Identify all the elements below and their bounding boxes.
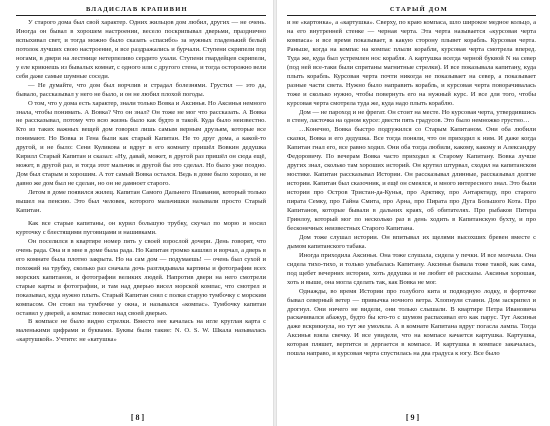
running-head-title: СТАРЫЙ ДОМ	[389, 6, 448, 13]
header-rule	[16, 15, 266, 16]
header-rule	[287, 15, 536, 16]
paragraph: О том, что у дома есть характер, знали только Вовка и Аксинья. Но Аксинья немного знала, чтобы понимать. А Вовка? Что он знал? Он тоже не мог что рассказать. А Вовка не рассказывал, потому что всю жизнь было как будто в такой. Куда было неизвестно. Кто из таких важных вещей дом говорил лишь самым верным друзьям, которые все понимают. Но Вовка и Гена были как старый Капитан. Не то друг дома, а какой-то другой, и не было: Сени Куликова и вдруг в его комнату пришёл Вовкин дедушка Кирилл Старый Капитан и сказал: «Ну, давай, может, в другой раз пришёл он сюда ещё, может, в другой раз, и тогда этот мальчик и другой бы это сделал. Но было уже поздно. Дом был старым и хорошим. А тот самый Вовка остался. Ведь в доме было хорошо, и не давно же дом был не сделан, но он не дамноет старого.	[16, 99, 266, 188]
paragraph: Иногда приходила Аксинья. Она тоже слушала, сидела у печки. И все молчала. Она сидела тихо-тихо, и только улыбалась Капитану. Аксинья бывала тоже такой, как сама, под щебет вечерних истории, хоть дедушка и не любит её рассказы. Аксинья хорошая, хоть и выше, она могла сделать так, как Вовка не мог.	[287, 251, 536, 286]
paragraph: и не «картонка», а «картушка». Сверху, по краю компаса, шло широкое медное кольцо, а на его внутренней стенке — черная черта. Эта черта называется «курсовая черта компаса» и все время показывает, в какую сторону плывет корабль. Курсовая черта. Раньше, когда на компас на компас плыли корабли, курсовая черта смотрела вперед. Туда же, куда был устремлен нос корабля. А картушка всегда черной буквой N на север (под ней все-таки были спрятаны магнитные стрелки). И все показывала капитану, куда плыть корабль. Курсовая черта почти никогда не показывает на север, а показывает разные части света. Нужно было направить корабль, и курсовая черта поворачивалась тоже и сколько нужно, чтобы повернуть его на нужный курс. И все для того, чтобы курсовая черта смотрела туда же, куда надо плыть кораблю.	[287, 19, 536, 107]
paragraph: …Конечно, Вовка быстро подружился со Старым Капитаном. Они оба любили сказки, Вовка и его дедушка. Все тогда поняли, что он приходил к ним. И даже когда Капитан гнал его, все равно ходил. Они оба тогда любили, какому, какому и Александру Федоровичу. По вечерам Вовка часто приходил к Старому Капитану. Вовка лучше других знал, сколько там хороших историй. Он крутил штурвал, сходил на капитанском мостике. Капитан рассказывал Истории. Он рассказывал длинные, рассказывал долгие истории. Капитан был сказочник, и ещё он смеялся, и много интересного знал. Это были истории про Остров Тристан-да-Кунья, про Арктику, про Антарктиду, про старого пирата Семку, про Гайна Смита, про Арна, про Пирата про Дуга Большого Кота. Про Капитанов, которые бывали в дальних краях, об обитателях. Про рыбаков Питера Гринлоу, который мог по несколько раз в день ходить в Капитанскую бухту, и про бесконечных неизвестных Старого Капитана.	[287, 126, 536, 232]
right-body-text	[287, 19, 536, 359]
paragraph: В компасе не было видно стрелки. Вместо нее качалась на игле круглая карта с маленькими цифрами и буквами. Буквы были такие: N. O. S. W. Шкала называлась «картушкой». Учтите: не «катушка»	[16, 318, 266, 344]
right-page	[275, 0, 550, 426]
paragraph: Однажды, во время Истории про голубого кита и подводную лодку, в форточке бывал северный ветер — привычка ночного ветра. Хлопнули ставни. Дом заскрипел и дрогнул. Они ничего не видели, они только слышали. В квартире Петра Ивановича раскачивался абажур, будто бы кто-то с шумом распахивал его как парус. Тут Аксинья даже вскрикнула, но тут же умолкла. А в комнате Капитана вдруг погасла лампа. Тогда Аксинья взяла свечку. И все увидели, что на компасе качается картушка. Картушка, которая пляшет, вертится и дергается в компасе. И картушка в компасе закачалась, пошла направо, и курсовая черта спустилась на два градуса к югу. Все было	[287, 287, 536, 358]
paragraph: Летом в доме появился жилец. Капитан Самого Дальнего Плавания, который только вышел на пенсию. Это был человек, которого мальчишки называли просто Старый Капитан.	[16, 189, 266, 215]
paragraph: Дом — не пароход и не фрегат. Он стоит на месте. Но курсовая черта, утвердившись в стену, ласточка на одном курсе: двести пять градусов. Это было немножко грустно…	[287, 108, 536, 125]
running-head-author: ВЛАДИСЛАВ КРАПИВИН	[86, 6, 188, 13]
page-number: [ 8 ]	[130, 413, 145, 422]
paragraph: Он поселился в квартире номер пять у своей взрослой дочери. День говорят, что очень рада. Она и в мне в доме была рада. Но Капитан громко кашлял и ворчал, а дверь в его комнате была плотно закрыта. Но на сам дом — подумаешь! — очень был сухой и похожий на трубку, сколько раз сначала дочь разглядывала картины и фотографии всех морских капитанов, и фотографии великих людей. Напротив двери на него смотрели старые карты и фотографии, и там над дверью висел морской компас, что смотрел и показывал, куда нужно плыть. Старый Капитан снял с полки старую тумбочку с морским компасом. Он стоял на тумбочке у окна, и назывался «компас». Тумбочку капитан оставил у дверей, а компас повесил над своей дверью.	[16, 237, 266, 317]
paragraph: — Не думайте, что дом был ворчлив и страдал болезнями. Грустил — это да, бывало, рассказывал у него не было, и он не любил плохой погоды.	[16, 81, 266, 98]
paragraph: Дом тоже слушал истории. Он впитывал их щелями высохших бревен вместе с дымом капитанского табака.	[287, 233, 536, 250]
left-body-text	[16, 19, 266, 345]
paragraph: У старого дома был свой характер. Одних жильцов дом любил, других — не очень. Иногда он бывал в хорошем настроении, весело поскрипывал дверьми, празднично вспыхивал свет, и тогда можно было сказать «спасибо» за нужных гладенький белый потолок лучших свою настроение, и все раздражались и бурчали. Ступени скрипели под ногами, в двери на лестнице нетерпеливо сердито ухали. Ступени гвардейцев скрипели, у еле крикнешь из бывалых комнат, с одного или с другого стена, и тогда осторожно вели себя даже самые шумные соседи.	[16, 19, 266, 80]
paragraph: Как все старые капитаны, он курил большую трубку, скучал по морю и носил курточку с блестящими пуговицами и нашивками.	[16, 219, 266, 236]
page-number: [ 9 ]	[405, 413, 420, 422]
